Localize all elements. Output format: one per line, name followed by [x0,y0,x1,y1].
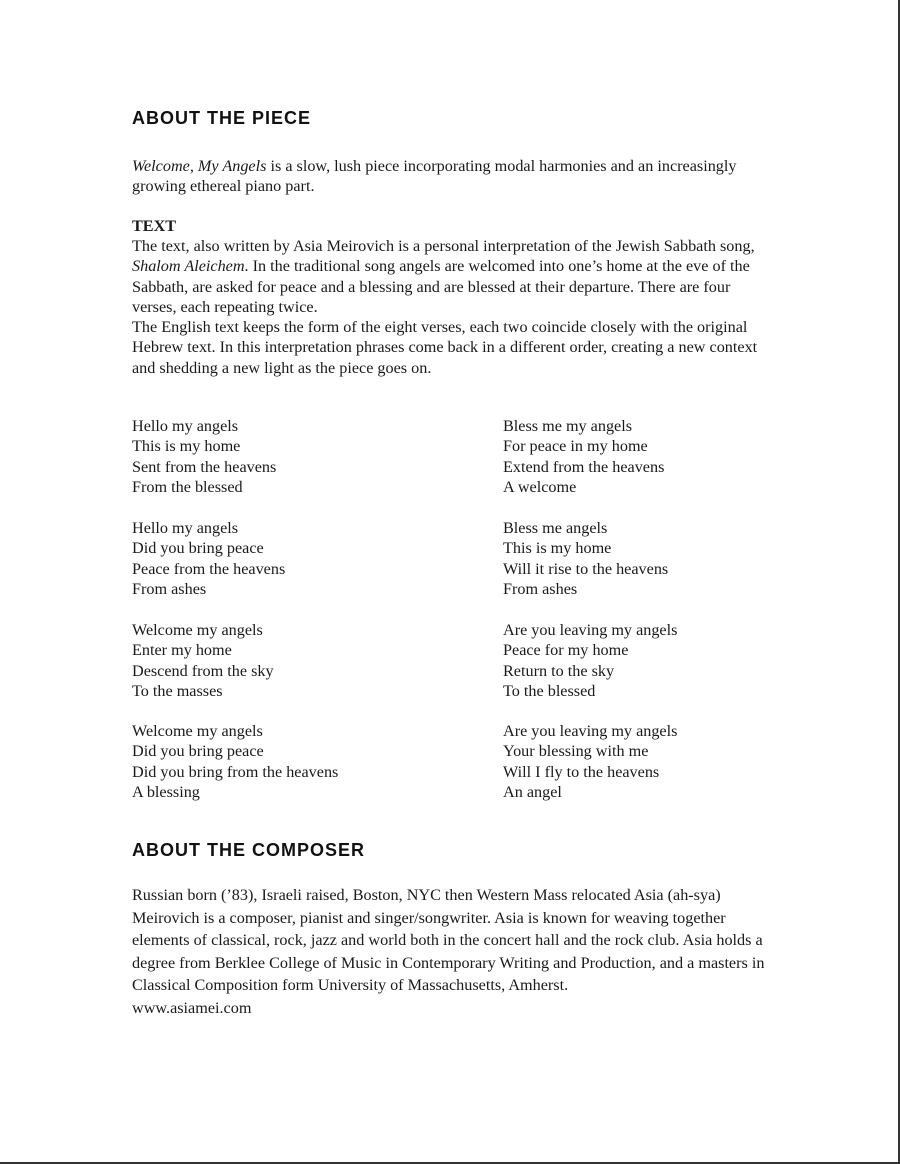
verse-line: Welcome my angels [132,722,263,740]
verse-line: Peace from the heavens [132,559,286,578]
verse-line: From ashes [503,579,578,598]
verse-6 [503,620,677,701]
verse-line: An angel [503,782,562,801]
verse-line: Are you leaving my angels [503,722,678,740]
verse-line: A blessing [132,782,200,801]
verse-line: Return to the sky [503,661,615,680]
verse-4 [503,518,668,599]
text-p1-end: . In the traditional song angels are welcomed into one’s home at the eve of the Sabbath, are asked for peace and a blessing and are blessed at their departure. There are four verses, each repeating twice. [132,257,750,316]
text-label: TEXT [132,217,177,235]
about-composer-heading: ABOUT THE COMPOSER [132,840,366,860]
verse-line: Did you bring peace [132,742,264,761]
verse-line: Enter my home [132,641,232,660]
verse-line: From the blessed [132,477,243,496]
verse-line: Did you bring peace [132,539,264,558]
verse-line: For peace in my home [503,437,648,456]
verse-line: Extend from the heavens [503,457,665,476]
verse-3 [132,518,285,599]
composer-website-link[interactable]: www.asiamei.com [132,998,252,1017]
verse-7 [132,721,338,802]
verse-line: This is my home [132,437,241,456]
verse-line: Bless me angels [503,519,608,537]
verse-1 [132,416,276,497]
verse-line: Welcome my angels [132,621,263,639]
verse-line: Sent from the heavens [132,457,277,476]
composer-bio-text: Russian born (’83), Israeli raised, Boston, NYC then Western Mass relocated Asia (ah-sya) Meirovich is a composer, pianist and singer/songwriter. Asia is known for weaving together elements of classical, rock, jazz and world both in the concert hall and the rock club. Asia holds a degree from Berklee College of Music in Contemporary Writing and Production, and a masters in Classical Composition form University of Massachusetts, Amherst. [132,886,765,994]
composer-bio [132,884,772,1019]
verse-line: Hello my angels [132,417,239,435]
verse-2 [503,416,664,497]
verse-line: Descend from the sky [132,661,274,680]
verse-line: A welcome [503,477,577,496]
about-piece-heading: ABOUT THE PIECE [132,108,312,128]
text-p1-start: The text, also written by Asia Meirovich is a personal interpretation of the Jewish Sabbath song, [132,237,755,255]
verse-line: Peace for my home [503,641,629,660]
verse-8 [503,721,677,802]
verse-line: Did you bring from the heavens [132,762,339,781]
text-paragraph-2: The English text keeps the form of the eight verses, each two coincide closely with the original Hebrew text. In this interpretation phrases come back in a different order, creating a new context and shedding a new light as the piece goes on. [132,318,758,377]
verse-line: To the blessed [503,681,596,700]
verse-line: Will it rise to the heavens [503,559,669,578]
piece-intro [132,156,772,197]
piece-intro-text: is a slow, lush piece incorporating modal harmonies and an increasingly growing ethereal piano part. [132,157,737,196]
verse-line: From ashes [132,579,207,598]
verse-line: Are you leaving my angels [503,621,678,639]
verse-5 [132,620,274,701]
verse-line: Bless me my angels [503,417,633,435]
verse-line: Hello my angels [132,519,239,537]
verse-line: Your blessing with me [503,742,649,761]
song-title: Shalom Aleichem [132,257,245,276]
verse-line: To the masses [132,681,223,700]
piece-title: Welcome, My Angels [132,157,267,175]
text-body [132,236,772,378]
text-paragraph-1 [132,236,772,317]
verse-line: Will I fly to the heavens [503,762,660,781]
verse-line: This is my home [503,539,612,558]
